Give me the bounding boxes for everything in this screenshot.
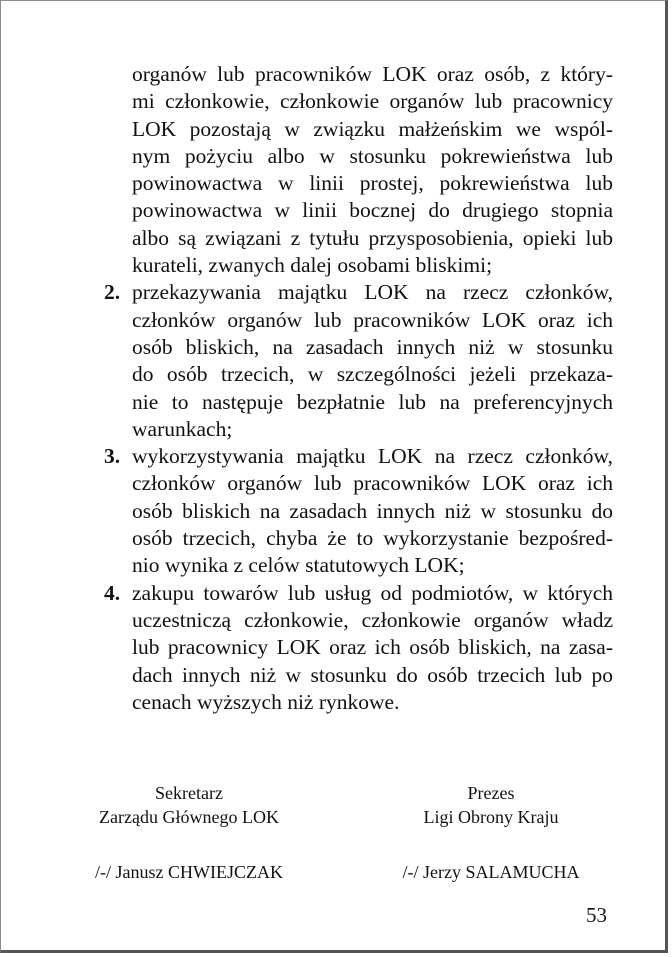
text-line: albo są związani z tytułu przysposobienia, opieki lub bbox=[132, 225, 613, 250]
text-line: warunkach; bbox=[132, 416, 233, 441]
document-body bbox=[104, 61, 613, 716]
item-number: 3. bbox=[104, 444, 121, 469]
signature-body: Ligi Obrony Kraju bbox=[423, 807, 559, 827]
text-line: powinowactwa w linii prostej, pokrewieństwa lub bbox=[132, 171, 613, 196]
text-line: członków organów lub pracowników LOK oraz ich bbox=[132, 307, 613, 332]
signature-title: Sekretarz bbox=[155, 783, 223, 803]
text-line: członków organów lub pracowników LOK oraz ich bbox=[132, 471, 613, 496]
text-line: dach innych niż w stosunku do osób trzecich lub po bbox=[132, 662, 613, 687]
text-line: do osób trzecich, w szczególności jeżeli przekaza- bbox=[132, 362, 613, 387]
text-line: osób trzecich, chyba że to wykorzystanie bezpośred- bbox=[132, 526, 613, 551]
list-item-2 bbox=[104, 279, 613, 443]
signature-title: Prezes bbox=[467, 783, 515, 803]
signature-block-secretary bbox=[59, 781, 319, 884]
item-text bbox=[132, 443, 613, 579]
list-item-4 bbox=[104, 580, 613, 716]
signature-block-president bbox=[361, 781, 621, 884]
signature-name: /-/ Jerzy SALAMUCHA bbox=[402, 862, 580, 882]
text-line: LOK pozostają w związku małżeńskim we wspól- bbox=[132, 116, 613, 141]
text-line: wykorzystywania majątku LOK na rzecz członków, bbox=[132, 444, 613, 469]
text-line: lub pracownicy LOK oraz ich osób bliskich, na zasa- bbox=[132, 635, 613, 660]
text-line: mi członkowie, członkowie organów lub pracownicy bbox=[132, 89, 613, 114]
text-line: nie to następuje bezpłatnie lub na preferencyjnych bbox=[132, 389, 613, 414]
text-line: cenach wyższych niż rynkowe. bbox=[132, 689, 400, 714]
text-line: kurateli, zwanych dalej osobami bliskimi; bbox=[132, 253, 493, 278]
text-line: organów lub pracowników LOK oraz osób, z który- bbox=[132, 62, 613, 86]
list-item-3 bbox=[104, 443, 613, 579]
text-line: osób bliskich, na zasadach innych niż w stosunku bbox=[132, 334, 613, 359]
item-number: 2. bbox=[104, 280, 121, 305]
signature-name: /-/ Janusz CHWIEJCZAK bbox=[95, 862, 283, 882]
page-number: 53 bbox=[586, 903, 607, 927]
item-text bbox=[132, 580, 613, 716]
item-number: 4. bbox=[104, 580, 121, 605]
text-line: nym pożyciu albo w stosunku pokrewieństwa lub bbox=[132, 143, 613, 168]
text-line: uczestniczą członkowie, członkowie organów władz bbox=[132, 607, 613, 632]
signature-body: Zarządu Głównego LOK bbox=[99, 807, 279, 827]
text-line: osób bliskich na zasadach innych niż w stosunku do bbox=[132, 498, 613, 523]
intro-paragraph bbox=[132, 61, 613, 279]
text-line: zakupu towarów lub usług od podmiotów, w których bbox=[132, 580, 613, 605]
text-line: nio wynika z celów statutowych LOK; bbox=[132, 553, 465, 578]
text-line: przekazywania majątku LOK na rzecz członków, bbox=[132, 280, 613, 305]
text-line: powinowactwa w linii bocznej do drugiego stopnia bbox=[132, 198, 613, 223]
item-text bbox=[132, 279, 613, 443]
